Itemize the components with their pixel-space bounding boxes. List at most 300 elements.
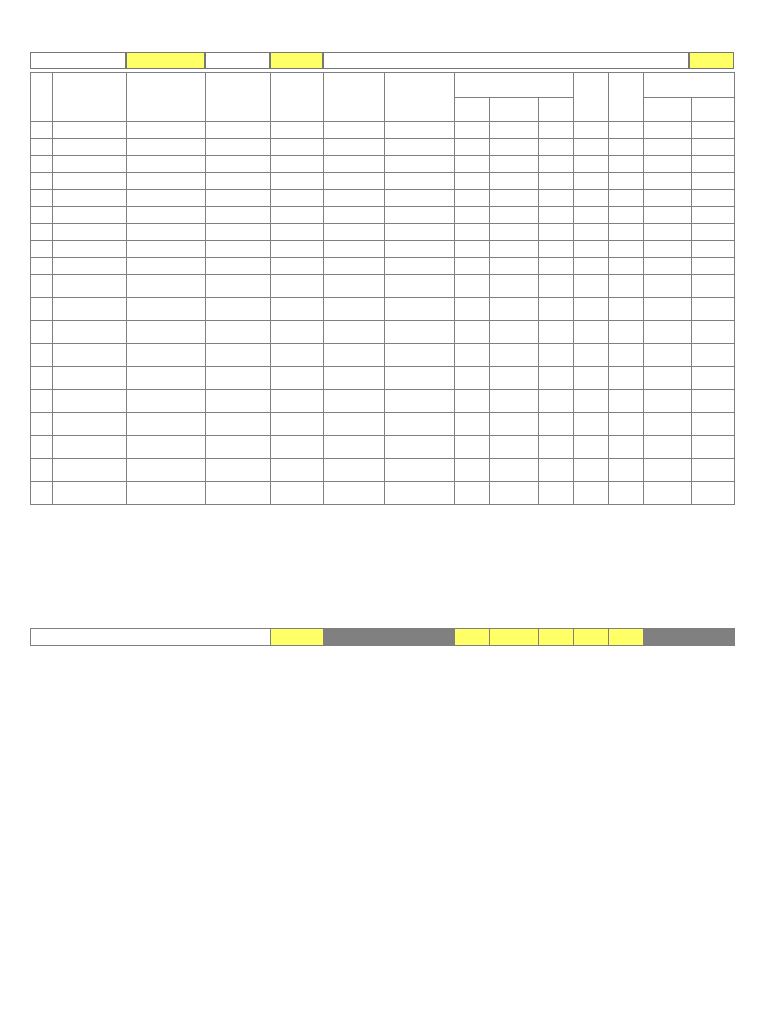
head-start-cell[interactable]	[609, 367, 644, 390]
reduced-cell[interactable]	[490, 436, 539, 459]
paid-cell[interactable]	[539, 390, 574, 413]
first-name-cell[interactable]	[127, 190, 206, 207]
table-row	[31, 390, 735, 413]
date-of-birth-cell[interactable]	[206, 436, 271, 459]
row-number	[31, 241, 53, 258]
paid-cell[interactable]	[539, 321, 574, 344]
last-name-cell[interactable]	[53, 436, 127, 459]
last-name-cell[interactable]	[53, 321, 127, 344]
attended-cell[interactable]	[271, 241, 324, 258]
attended-cell[interactable]	[271, 390, 324, 413]
last-name-cell[interactable]	[53, 122, 127, 139]
table-row	[31, 207, 735, 224]
ethnicity-cell[interactable]	[644, 482, 692, 505]
ethnicity-cell[interactable]	[644, 413, 692, 436]
attended-cell[interactable]	[271, 459, 324, 482]
date-of-ies-cell[interactable]	[385, 482, 455, 505]
race-cell[interactable]	[692, 413, 735, 436]
race-cell[interactable]	[692, 139, 735, 156]
ethnicity-cell[interactable]	[644, 207, 692, 224]
enrollment-table	[30, 72, 735, 505]
reduced-cell[interactable]	[490, 459, 539, 482]
free-cell[interactable]	[455, 390, 490, 413]
table-row	[31, 367, 735, 390]
title-xx-header	[574, 73, 609, 122]
title-xx-cell[interactable]	[574, 173, 609, 190]
last-name-cell[interactable]	[53, 459, 127, 482]
reduced-cell[interactable]	[490, 344, 539, 367]
total-race-shaded	[692, 629, 735, 646]
date-of-termination-cell[interactable]	[324, 321, 385, 344]
head-start-cell[interactable]	[609, 321, 644, 344]
last-name-cell[interactable]	[53, 482, 127, 505]
first-name-cell[interactable]	[127, 367, 206, 390]
paid-header	[539, 98, 574, 122]
ethnicity-cell[interactable]	[644, 436, 692, 459]
reduced-cell[interactable]	[490, 224, 539, 241]
last-name-cell[interactable]	[53, 275, 127, 298]
ethnicity-cell[interactable]	[644, 156, 692, 173]
row-number	[31, 367, 53, 390]
ethnicity-cell[interactable]	[644, 122, 692, 139]
head-start-cell[interactable]	[609, 459, 644, 482]
paid-cell[interactable]	[539, 482, 574, 505]
ethnicity-cell[interactable]	[644, 139, 692, 156]
first-name-cell[interactable]	[127, 275, 206, 298]
ethnicity-cell[interactable]	[644, 190, 692, 207]
paid-cell[interactable]	[539, 344, 574, 367]
attended-cell[interactable]	[271, 139, 324, 156]
date-of-birth-cell[interactable]	[206, 122, 271, 139]
date-of-termination-cell[interactable]	[324, 173, 385, 190]
free-cell[interactable]	[455, 241, 490, 258]
free-cell[interactable]	[455, 367, 490, 390]
race-cell[interactable]	[692, 390, 735, 413]
date-of-birth-cell[interactable]	[206, 413, 271, 436]
date-of-ies-cell[interactable]	[385, 139, 455, 156]
table-row	[31, 459, 735, 482]
first-name-cell[interactable]	[127, 224, 206, 241]
date-of-birth-cell[interactable]	[206, 390, 271, 413]
attended-cell[interactable]	[271, 173, 324, 190]
free-cell[interactable]	[455, 207, 490, 224]
title-xx-cell[interactable]	[574, 298, 609, 321]
date-of-ies-cell[interactable]	[385, 298, 455, 321]
paid-cell[interactable]	[539, 122, 574, 139]
paid-cell[interactable]	[539, 436, 574, 459]
last-name-cell[interactable]	[53, 258, 127, 275]
title-xx-cell[interactable]	[574, 321, 609, 344]
race-cell[interactable]	[692, 436, 735, 459]
table-row	[31, 224, 735, 241]
table-row	[31, 321, 735, 344]
reduced-cell[interactable]	[490, 156, 539, 173]
reduced-cell[interactable]	[490, 390, 539, 413]
row-number	[31, 190, 53, 207]
title-xx-cell[interactable]	[574, 482, 609, 505]
attended-cell[interactable]	[271, 413, 324, 436]
last-name-cell[interactable]	[53, 241, 127, 258]
first-name-cell[interactable]	[127, 344, 206, 367]
month-label	[205, 52, 270, 69]
date-of-termination-cell[interactable]	[324, 436, 385, 459]
last-name-cell[interactable]	[53, 190, 127, 207]
first-name-cell[interactable]	[127, 122, 206, 139]
free-cell[interactable]	[455, 482, 490, 505]
head-start-cell[interactable]	[609, 139, 644, 156]
date-of-termination-cell[interactable]	[324, 241, 385, 258]
attended-cell[interactable]	[271, 321, 324, 344]
ethnicity-cell[interactable]	[644, 258, 692, 275]
race-cell[interactable]	[692, 321, 735, 344]
paid-cell[interactable]	[539, 156, 574, 173]
reduced-cell[interactable]	[490, 321, 539, 344]
date-of-ies-cell[interactable]	[385, 275, 455, 298]
free-cell[interactable]	[455, 436, 490, 459]
month-field[interactable]	[270, 52, 323, 69]
first-name-cell[interactable]	[127, 298, 206, 321]
attended-cell[interactable]	[271, 258, 324, 275]
race-cell[interactable]	[692, 298, 735, 321]
date-of-ies-cell[interactable]	[385, 190, 455, 207]
race-cell[interactable]	[692, 173, 735, 190]
ethnicity-cell[interactable]	[644, 459, 692, 482]
last-name-cell[interactable]	[53, 156, 127, 173]
date-of-ies-cell[interactable]	[385, 173, 455, 190]
last-name-cell[interactable]	[53, 367, 127, 390]
attended-cell[interactable]	[271, 367, 324, 390]
attended-cell[interactable]	[271, 482, 324, 505]
date-of-termination-cell[interactable]	[324, 459, 385, 482]
first-name-cell[interactable]	[127, 321, 206, 344]
head-start-cell[interactable]	[609, 122, 644, 139]
free-cell[interactable]	[455, 298, 490, 321]
head-start-cell[interactable]	[609, 436, 644, 459]
reduced-cell[interactable]	[490, 122, 539, 139]
head-start-cell[interactable]	[609, 241, 644, 258]
reduced-cell[interactable]	[490, 482, 539, 505]
reduced-cell[interactable]	[490, 367, 539, 390]
head-start-cell[interactable]	[609, 344, 644, 367]
date-of-ies-cell[interactable]	[385, 436, 455, 459]
ethnicity-cell[interactable]	[644, 344, 692, 367]
last-name-cell[interactable]	[53, 139, 127, 156]
date-of-birth-cell[interactable]	[206, 367, 271, 390]
attended-cell[interactable]	[271, 436, 324, 459]
date-of-ies-cell[interactable]	[385, 459, 455, 482]
free-header	[455, 98, 490, 122]
last-name-header	[53, 73, 127, 122]
row-number	[31, 344, 53, 367]
licensed-capacity-field[interactable]	[689, 52, 734, 69]
head-start-cell[interactable]	[609, 298, 644, 321]
row-number-header	[31, 73, 53, 122]
date-of-termination-cell[interactable]	[324, 207, 385, 224]
date-of-birth-cell[interactable]	[206, 258, 271, 275]
date-of-ies-cell[interactable]	[385, 122, 455, 139]
date-of-ies-cell[interactable]	[385, 258, 455, 275]
attended-cell[interactable]	[271, 344, 324, 367]
head-start-cell[interactable]	[609, 224, 644, 241]
race-cell[interactable]	[692, 190, 735, 207]
free-cell[interactable]	[455, 459, 490, 482]
race-cell[interactable]	[692, 482, 735, 505]
total-attended[interactable]	[271, 629, 324, 646]
race-cell[interactable]	[692, 224, 735, 241]
first-name-cell[interactable]	[127, 258, 206, 275]
paid-cell[interactable]	[539, 173, 574, 190]
date-of-termination-cell[interactable]	[324, 190, 385, 207]
total-ies-shaded	[385, 629, 455, 646]
title-xx-cell[interactable]	[574, 436, 609, 459]
date-of-termination-cell[interactable]	[324, 367, 385, 390]
race-cell[interactable]	[692, 258, 735, 275]
table-row	[31, 275, 735, 298]
title-xx-cell[interactable]	[574, 122, 609, 139]
date-of-ies-cell[interactable]	[385, 367, 455, 390]
date-of-ies-cell[interactable]	[385, 156, 455, 173]
date-of-birth-cell[interactable]	[206, 321, 271, 344]
row-number	[31, 298, 53, 321]
title-xx-cell[interactable]	[574, 207, 609, 224]
last-name-cell[interactable]	[53, 298, 127, 321]
title-xx-cell[interactable]	[574, 413, 609, 436]
table-row	[31, 156, 735, 173]
total-head-start[interactable]	[609, 629, 644, 646]
date-of-birth-cell[interactable]	[206, 224, 271, 241]
date-of-termination-cell[interactable]	[324, 413, 385, 436]
race-cell[interactable]	[692, 367, 735, 390]
paid-cell[interactable]	[539, 139, 574, 156]
head-start-cell[interactable]	[609, 258, 644, 275]
first-name-cell[interactable]	[127, 482, 206, 505]
date-of-birth-cell[interactable]	[206, 156, 271, 173]
licensed-capacity-label	[323, 52, 689, 69]
table-row	[31, 482, 735, 505]
attended-cell[interactable]	[271, 275, 324, 298]
reduced-cell[interactable]	[490, 413, 539, 436]
title-xx-cell[interactable]	[574, 275, 609, 298]
last-name-cell[interactable]	[53, 173, 127, 190]
race-cell[interactable]	[692, 275, 735, 298]
fiscal-year-field[interactable]	[126, 52, 205, 69]
date-of-ies-cell[interactable]	[385, 390, 455, 413]
head-start-cell[interactable]	[609, 173, 644, 190]
race-cell[interactable]	[692, 207, 735, 224]
table-row	[31, 344, 735, 367]
paid-cell[interactable]	[539, 459, 574, 482]
head-start-cell[interactable]	[609, 190, 644, 207]
reduced-cell[interactable]	[490, 258, 539, 275]
title-xx-cell[interactable]	[574, 190, 609, 207]
free-cell[interactable]	[455, 224, 490, 241]
race-cell[interactable]	[692, 459, 735, 482]
date-of-birth-cell[interactable]	[206, 298, 271, 321]
first-name-cell[interactable]	[127, 390, 206, 413]
ethnicity-cell[interactable]	[644, 390, 692, 413]
reduced-cell[interactable]	[490, 298, 539, 321]
head-start-cell[interactable]	[609, 156, 644, 173]
head-start-cell[interactable]	[609, 207, 644, 224]
date-of-ies-cell[interactable]	[385, 241, 455, 258]
row-number	[31, 258, 53, 275]
attended-cell[interactable]	[271, 298, 324, 321]
table-row	[31, 241, 735, 258]
first-name-cell[interactable]	[127, 207, 206, 224]
race-cell[interactable]	[692, 122, 735, 139]
attended-cell[interactable]	[271, 224, 324, 241]
reduced-cell[interactable]	[490, 241, 539, 258]
race-cell[interactable]	[692, 156, 735, 173]
ethnicity-cell[interactable]	[644, 224, 692, 241]
attended-cell[interactable]	[271, 156, 324, 173]
title-xx-cell[interactable]	[574, 344, 609, 367]
first-name-cell[interactable]	[127, 173, 206, 190]
last-name-cell[interactable]	[53, 413, 127, 436]
paid-cell[interactable]	[539, 224, 574, 241]
attended-cell[interactable]	[271, 190, 324, 207]
date-of-termination-cell[interactable]	[324, 122, 385, 139]
free-cell[interactable]	[455, 156, 490, 173]
date-of-birth-cell[interactable]	[206, 173, 271, 190]
head-start-header	[609, 73, 644, 122]
free-cell[interactable]	[455, 344, 490, 367]
date-of-ies-cell[interactable]	[385, 344, 455, 367]
date-of-termination-cell[interactable]	[324, 139, 385, 156]
title-xx-cell[interactable]	[574, 224, 609, 241]
last-name-cell[interactable]	[53, 344, 127, 367]
date-of-termination-cell[interactable]	[324, 390, 385, 413]
enrollment-table-continued	[30, 628, 735, 646]
total-reduced[interactable]	[490, 629, 539, 646]
title-xx-cell[interactable]	[574, 459, 609, 482]
date-of-birth-header	[206, 73, 271, 122]
date-of-termination-header	[324, 73, 385, 122]
head-start-cell[interactable]	[609, 413, 644, 436]
last-name-cell[interactable]	[53, 390, 127, 413]
attended-cell[interactable]	[271, 207, 324, 224]
first-name-cell[interactable]	[127, 241, 206, 258]
attended-cell[interactable]	[271, 122, 324, 139]
first-name-cell[interactable]	[127, 436, 206, 459]
reduced-cell[interactable]	[490, 139, 539, 156]
row-number	[31, 156, 53, 173]
title-xx-cell[interactable]	[574, 139, 609, 156]
ethnicity-cell[interactable]	[644, 275, 692, 298]
title-xx-cell[interactable]	[574, 390, 609, 413]
table-row	[31, 173, 735, 190]
race-cell[interactable]	[692, 241, 735, 258]
paid-cell[interactable]	[539, 298, 574, 321]
date-of-birth-cell[interactable]	[206, 207, 271, 224]
total-free[interactable]	[455, 629, 490, 646]
date-of-birth-cell[interactable]	[206, 344, 271, 367]
date-of-birth-cell[interactable]	[206, 275, 271, 298]
head-start-cell[interactable]	[609, 275, 644, 298]
date-of-termination-cell[interactable]	[324, 224, 385, 241]
header-info-bar	[30, 52, 734, 69]
date-of-ies-cell[interactable]	[385, 321, 455, 344]
date-of-termination-cell[interactable]	[324, 258, 385, 275]
first-name-cell[interactable]	[127, 139, 206, 156]
date-of-termination-cell[interactable]	[324, 344, 385, 367]
date-of-termination-cell[interactable]	[324, 275, 385, 298]
title-xx-cell[interactable]	[574, 241, 609, 258]
head-start-cell[interactable]	[609, 482, 644, 505]
paid-cell[interactable]	[539, 367, 574, 390]
ethnicity-cell[interactable]	[644, 173, 692, 190]
ethnicity-cell[interactable]	[644, 241, 692, 258]
row-number	[31, 275, 53, 298]
first-name-header	[127, 73, 206, 122]
paid-cell[interactable]	[539, 190, 574, 207]
first-name-cell[interactable]	[127, 459, 206, 482]
race-header	[692, 98, 735, 122]
reduced-cell[interactable]	[490, 207, 539, 224]
paid-cell[interactable]	[539, 258, 574, 275]
total-termination-shaded	[324, 629, 385, 646]
reduced-cell[interactable]	[490, 190, 539, 207]
paid-cell[interactable]	[539, 207, 574, 224]
reduced-cell[interactable]	[490, 173, 539, 190]
reduced-cell[interactable]	[490, 275, 539, 298]
date-of-ies-cell[interactable]	[385, 224, 455, 241]
date-of-birth-cell[interactable]	[206, 241, 271, 258]
table-row	[31, 122, 735, 139]
free-cell[interactable]	[455, 139, 490, 156]
free-cell[interactable]	[455, 275, 490, 298]
last-name-cell[interactable]	[53, 207, 127, 224]
row-number	[31, 207, 53, 224]
date-of-birth-cell[interactable]	[206, 190, 271, 207]
row-number	[31, 122, 53, 139]
paid-cell[interactable]	[539, 413, 574, 436]
paid-cell[interactable]	[539, 275, 574, 298]
total-title-xx[interactable]	[574, 629, 609, 646]
free-cell[interactable]	[455, 321, 490, 344]
date-of-termination-cell[interactable]	[324, 298, 385, 321]
first-name-cell[interactable]	[127, 413, 206, 436]
date-of-termination-cell[interactable]	[324, 482, 385, 505]
ethnicity-cell[interactable]	[644, 367, 692, 390]
free-cell[interactable]	[455, 258, 490, 275]
date-of-ies-cell[interactable]	[385, 207, 455, 224]
free-cell[interactable]	[455, 413, 490, 436]
paid-cell[interactable]	[539, 241, 574, 258]
row-number	[31, 482, 53, 505]
row-number	[31, 459, 53, 482]
free-cell[interactable]	[455, 122, 490, 139]
row-number	[31, 436, 53, 459]
ethnicity-cell[interactable]	[644, 298, 692, 321]
title-xx-cell[interactable]	[574, 258, 609, 275]
last-name-cell[interactable]	[53, 224, 127, 241]
date-of-birth-cell[interactable]	[206, 459, 271, 482]
head-start-cell[interactable]	[609, 390, 644, 413]
title-xx-cell[interactable]	[574, 367, 609, 390]
date-of-termination-cell[interactable]	[324, 156, 385, 173]
title-xx-cell[interactable]	[574, 156, 609, 173]
free-cell[interactable]	[455, 173, 490, 190]
free-cell[interactable]	[455, 190, 490, 207]
date-of-birth-cell[interactable]	[206, 482, 271, 505]
ethnicity-cell[interactable]	[644, 321, 692, 344]
date-of-ies-cell[interactable]	[385, 413, 455, 436]
date-of-birth-cell[interactable]	[206, 139, 271, 156]
total-paid[interactable]	[539, 629, 574, 646]
race-cell[interactable]	[692, 344, 735, 367]
first-name-cell[interactable]	[127, 156, 206, 173]
